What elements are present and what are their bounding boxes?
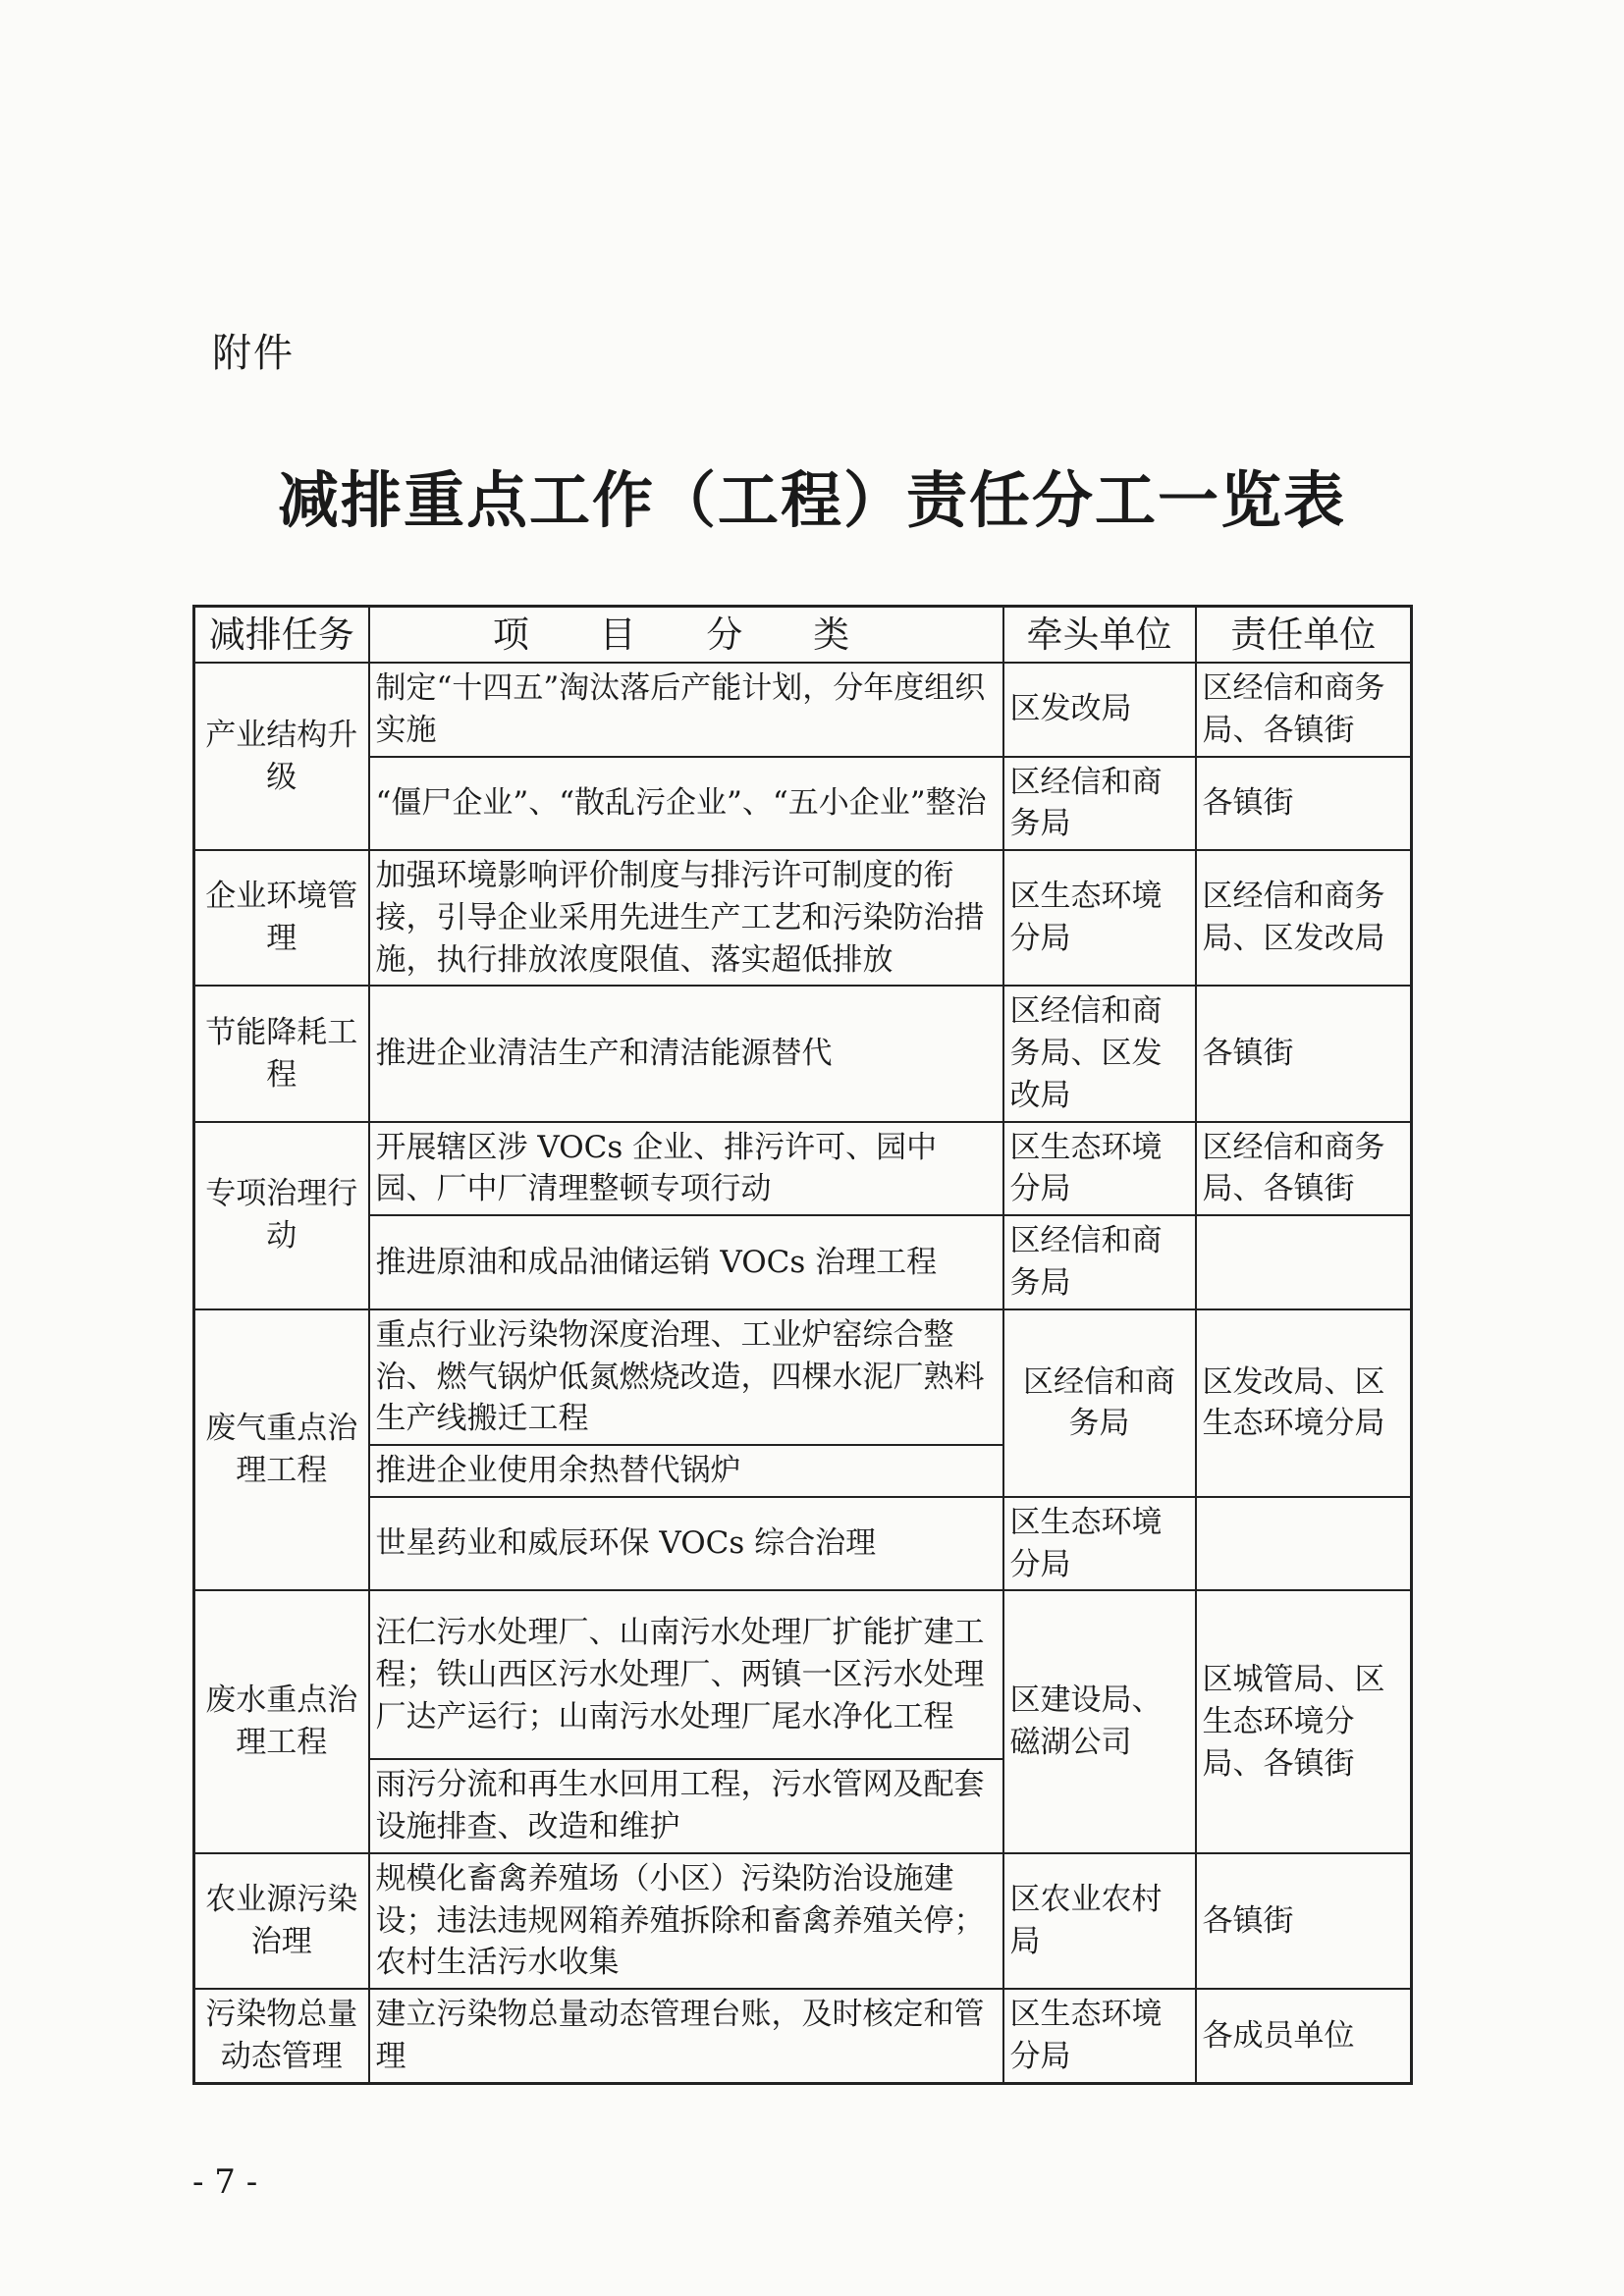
item-cell: 汪仁污水处理厂、山南污水处理厂扩能扩建工程；铁山西区污水处理厂、两镇一区污水处理厂达产运行；山南污水处理厂尾水净化工程 <box>369 1590 1003 1759</box>
document-title: 减排重点工作（工程）责任分工一览表 <box>277 464 1346 536</box>
resp-cell: 各镇街 <box>1196 1853 1412 1989</box>
task-cell: 企业环境管理 <box>194 850 369 986</box>
item-cell: 开展辖区涉 VOCs 企业、排污许可、园中园、厂中厂清理整顿专项行动 <box>369 1122 1003 1216</box>
resp-cell: 区经信和商务局、区发改局 <box>1196 850 1412 986</box>
lead-cell: 区建设局、磁湖公司 <box>1003 1590 1196 1853</box>
header-lead: 牵头单位 <box>1003 607 1196 664</box>
header-task: 减排任务 <box>194 607 369 664</box>
resp-cell: 各镇街 <box>1196 757 1412 851</box>
task-cell: 产业结构升级 <box>194 663 369 850</box>
item-cell: 建立污染物总量动态管理台账，及时核定和管理 <box>369 1989 1003 2083</box>
resp-cell <box>1196 1215 1412 1309</box>
table-row <box>194 1989 1412 2083</box>
lead-cell: 区生态环境分局 <box>1003 1989 1196 2083</box>
table-row <box>194 1497 1412 1591</box>
lead-cell: 区经信和商务局 <box>1003 1309 1196 1497</box>
item-cell: 推进原油和成品油储运销 VOCs 治理工程 <box>369 1215 1003 1309</box>
task-cell: 废水重点治理工程 <box>194 1590 369 1853</box>
table-row <box>194 1122 1412 1216</box>
item-cell: 制定“十四五”淘汰落后产能计划，分年度组织实施 <box>369 663 1003 757</box>
table-row <box>194 1215 1412 1309</box>
table-row <box>194 1853 1412 1989</box>
table-row <box>194 1590 1412 1759</box>
table-row <box>194 986 1412 1121</box>
lead-cell: 区生态环境分局 <box>1003 850 1196 986</box>
item-cell: 加强环境影响评价制度与排污许可制度的衔接，引导企业采用先进生产工艺和污染防治措施，执行排放浓度限值、落实超低排放 <box>369 850 1003 986</box>
table-row <box>194 757 1412 851</box>
attachment-label: 附件 <box>212 331 295 376</box>
item-cell: 推进企业清洁生产和清洁能源替代 <box>369 986 1003 1121</box>
header-resp: 责任单位 <box>1196 607 1412 664</box>
lead-cell: 区农业农村局 <box>1003 1853 1196 1989</box>
task-cell: 农业源污染治理 <box>194 1853 369 1989</box>
resp-cell <box>1196 1497 1412 1591</box>
header-item: 项 目 分 类 <box>369 607 1003 664</box>
item-cell: 规模化畜禽养殖场（小区）污染防治设施建设；违法违规网箱养殖拆除和畜禽养殖关停；农村生活污水收集 <box>369 1853 1003 1989</box>
lead-cell: 区生态环境分局 <box>1003 1122 1196 1216</box>
item-cell: “僵尸企业”、“散乱污企业”、“五小企业”整治 <box>369 757 1003 851</box>
resp-cell: 各成员单位 <box>1196 1989 1412 2083</box>
lead-cell: 区经信和商务局 <box>1003 1215 1196 1309</box>
task-cell: 专项治理行动 <box>194 1122 369 1309</box>
table-row <box>194 1309 1412 1445</box>
table-row <box>194 850 1412 986</box>
resp-cell: 区发改局、区生态环境分局 <box>1196 1309 1412 1497</box>
table-header-row <box>194 607 1412 664</box>
table-row <box>194 663 1412 757</box>
page-number: - 7 - <box>192 2163 258 2202</box>
item-cell: 雨污分流和再生水回用工程，污水管网及配套设施排查、改造和维护 <box>369 1759 1003 1853</box>
responsibility-table <box>192 605 1413 2085</box>
lead-cell: 区发改局 <box>1003 663 1196 757</box>
task-cell: 污染物总量动态管理 <box>194 1989 369 2083</box>
resp-cell: 区城管局、区生态环境分局、各镇街 <box>1196 1590 1412 1853</box>
lead-cell: 区生态环境分局 <box>1003 1497 1196 1591</box>
resp-cell: 各镇街 <box>1196 986 1412 1121</box>
lead-cell: 区经信和商务局 <box>1003 757 1196 851</box>
resp-cell: 区经信和商务局、各镇街 <box>1196 1122 1412 1216</box>
task-cell: 废气重点治理工程 <box>194 1309 369 1591</box>
item-cell: 重点行业污染物深度治理、工业炉窑综合整治、燃气锅炉低氮燃烧改造，四棵水泥厂熟料生产线搬迁工程 <box>369 1309 1003 1445</box>
task-cell: 节能降耗工程 <box>194 986 369 1121</box>
resp-cell: 区经信和商务局、各镇街 <box>1196 663 1412 757</box>
item-cell: 世星药业和威辰环保 VOCs 综合治理 <box>369 1497 1003 1591</box>
lead-cell: 区经信和商务局、区发改局 <box>1003 986 1196 1121</box>
item-cell: 推进企业使用余热替代锅炉 <box>369 1445 1003 1497</box>
